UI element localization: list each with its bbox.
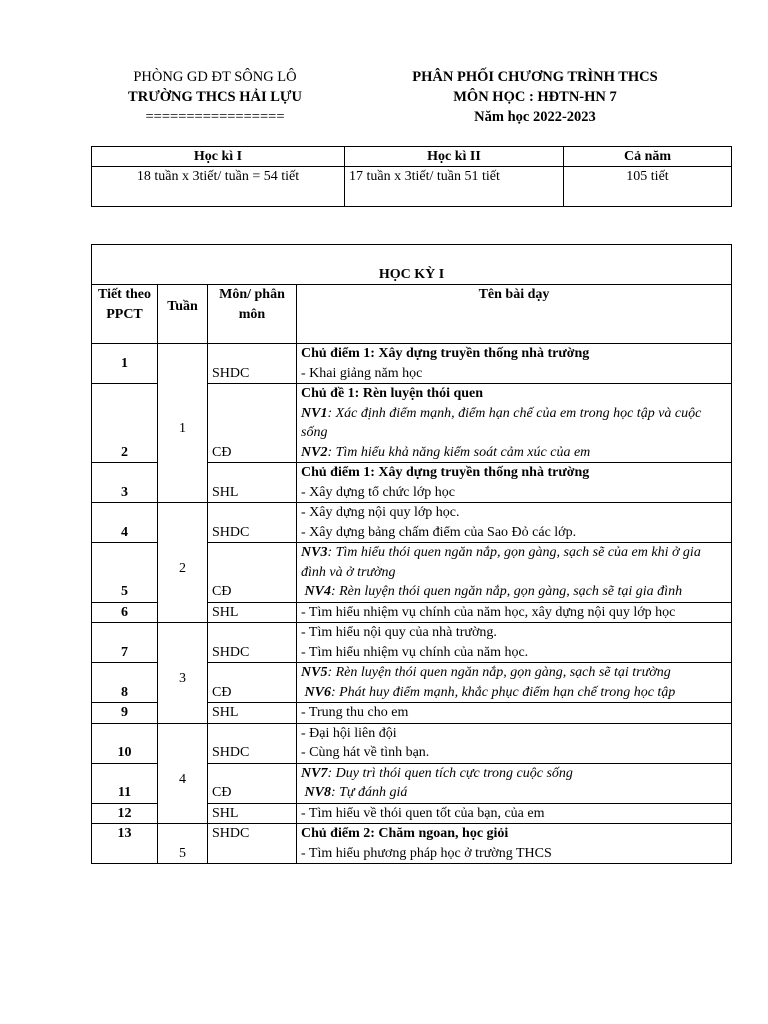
week-number: 5	[158, 824, 208, 864]
task-text: : Duy trì thói quen tích cực trong cuộc sống	[327, 765, 573, 781]
subject-cell: SHDC	[208, 824, 297, 864]
task-text: : Xác định điểm mạnh, điểm hạn chế của em trong học tập và cuộc sống	[301, 405, 702, 440]
col-header-period: Tiết theo PPCT	[92, 285, 158, 344]
subject-cell: SHDC	[208, 623, 297, 663]
week-number: 2	[158, 503, 208, 623]
period-number: 9	[92, 703, 158, 724]
lesson-line: - Xây dựng tổ chức lớp học	[301, 484, 455, 500]
period-number: 3	[92, 463, 158, 503]
lesson-cell	[297, 723, 732, 763]
lesson-task	[301, 404, 729, 443]
task-text: : Rèn luyện thói quen ngăn nắp, gọn gàng, sạch sẽ tại gia đình	[330, 584, 683, 599]
period-number: 8	[92, 663, 158, 703]
summary-header-sem2: Học kì II	[345, 147, 564, 167]
lesson-line: - Đại hội liên đội	[301, 725, 397, 741]
lesson-cell	[297, 763, 732, 803]
task-label: NV4	[304, 584, 331, 599]
lesson-task	[301, 582, 729, 602]
lesson-task	[301, 764, 729, 784]
subject-cell: SHL	[208, 463, 297, 503]
period-number: 7	[92, 623, 158, 663]
lesson-line: - Xây dựng nội quy lớp học.	[301, 505, 460, 520]
summary-value-sem2: 17 tuần x 3tiết/ tuần 51 tiết	[345, 167, 564, 207]
task-text: : Tìm hiểu khả năng kiểm soát cảm xúc của em	[327, 444, 591, 460]
task-label: NV3	[301, 545, 328, 560]
lesson-cell	[297, 824, 732, 864]
lesson-line: - Cùng hát về tình bạn.	[301, 745, 430, 760]
lesson-heading: Chủ điểm 1: Xây dựng truyền thống nhà trường	[301, 346, 590, 361]
lesson-task	[301, 783, 729, 803]
task-label: NV5	[301, 665, 328, 680]
subject-cell: SHDC	[208, 503, 297, 543]
lesson-task	[301, 683, 729, 703]
period-number: 2	[92, 384, 158, 463]
col-header-week	[158, 285, 208, 344]
document-title: PHÂN PHỐI CHƯƠNG TRÌNH THCS	[412, 69, 658, 85]
summary-header-year: Cả năm	[564, 147, 732, 167]
subject-cell: SHDC	[208, 723, 297, 763]
period-number: 4	[92, 503, 158, 543]
subject-cell: SHL	[208, 602, 297, 623]
subject-cell: CĐ	[208, 543, 297, 603]
school-year: Năm học 2022-2023	[474, 109, 596, 125]
period-number: 5	[92, 543, 158, 603]
lesson-heading: Chủ điểm 2: Chăm ngoan, học giỏi	[301, 826, 509, 841]
lesson-line: - Tìm hiểu phương pháp học ở trường THCS	[301, 845, 552, 861]
task-text: : Phát huy điểm mạnh, khắc phục điểm hạn chế trong học tập	[330, 684, 676, 700]
task-text: : Tự đánh giá	[330, 785, 408, 800]
header-divider: =================	[145, 109, 285, 125]
document-title-block	[370, 67, 700, 127]
subject-cell: SHL	[208, 803, 297, 824]
period-number: 11	[92, 763, 158, 803]
task-label: NV7	[301, 765, 328, 781]
lesson-cell	[297, 344, 732, 384]
task-label: NV2	[301, 444, 328, 460]
department-name: PHÒNG GD ĐT SÔNG LÔ	[133, 69, 297, 85]
period-number: 10	[92, 723, 158, 763]
schedule-table	[91, 244, 732, 864]
summary-header-sem1: Học kì I	[92, 147, 345, 167]
col-header-subject: Môn/ phân môn	[208, 285, 297, 344]
period-number: 6	[92, 602, 158, 623]
subject-cell: SHDC	[208, 344, 297, 384]
lesson-cell	[297, 543, 732, 603]
task-text: : Rèn luyện thói quen ngăn nắp, gọn gàng, sạch sẽ tại trường	[327, 665, 671, 680]
lesson-task	[301, 443, 729, 463]
col-header-week-label: Tuần	[167, 299, 198, 315]
week-number: 3	[158, 623, 208, 724]
lesson-cell	[297, 703, 732, 724]
lesson-line: - Trung thu cho em	[301, 705, 409, 720]
task-label: NV8	[304, 785, 331, 800]
lesson-cell	[297, 803, 732, 824]
subject-cell: CĐ	[208, 384, 297, 463]
subject-cell: CĐ	[208, 763, 297, 803]
period-number: 12	[92, 803, 158, 824]
lesson-cell	[297, 623, 732, 663]
summary-table	[91, 146, 732, 207]
lesson-task	[301, 663, 729, 683]
lesson-line: - Tìm hiểu nội quy của nhà trường.	[301, 625, 497, 640]
period-number: 1	[92, 344, 158, 384]
lesson-line: - Tìm hiểu nhiệm vụ chính của năm học.	[301, 644, 529, 660]
subject-title: MÔN HỌC : HĐTN-HN 7	[453, 89, 617, 105]
semester-title: HỌC KỲ I	[92, 245, 732, 285]
week-number: 1	[158, 344, 208, 503]
lesson-line: - Tìm hiểu về thói quen tốt của bạn, của em	[301, 805, 545, 821]
lesson-cell	[297, 463, 732, 503]
lesson-cell	[297, 663, 732, 703]
lesson-heading: Chủ điểm 1: Xây dựng truyền thống nhà trường	[301, 465, 590, 480]
subject-cell: CĐ	[208, 663, 297, 703]
lesson-cell	[297, 503, 732, 543]
lesson-cell	[297, 602, 732, 623]
col-header-lesson: Tên bài dạy	[297, 285, 732, 344]
lesson-line: - Tìm hiểu nhiệm vụ chính của năm học, xây dựng nội quy lớp học	[301, 604, 676, 620]
lesson-line: - Khai giảng năm học	[301, 365, 423, 381]
task-label: NV6	[304, 684, 331, 700]
summary-value-year: 105 tiết	[564, 167, 732, 207]
lesson-line: - Xây dựng bảng chấm điểm của Sao Đỏ các lớp.	[301, 524, 577, 540]
task-text: : Tìm hiểu thói quen ngăn nắp, gọn gàng, sạch sẽ của em khi ở gia đình và ở trường	[301, 545, 701, 580]
subject-cell: SHL	[208, 703, 297, 724]
school-name: TRƯỜNG THCS HẢI LỰU	[128, 89, 302, 105]
task-label: NV1	[301, 405, 328, 421]
lesson-task	[301, 543, 729, 582]
week-number: 4	[158, 723, 208, 824]
department-header	[100, 67, 330, 127]
lesson-heading: Chủ đề 1: Rèn luyện thói quen	[301, 386, 484, 401]
period-number: 13	[92, 824, 158, 864]
lesson-cell	[297, 384, 732, 463]
summary-value-sem1: 18 tuần x 3tiết/ tuần = 54 tiết	[92, 167, 345, 207]
